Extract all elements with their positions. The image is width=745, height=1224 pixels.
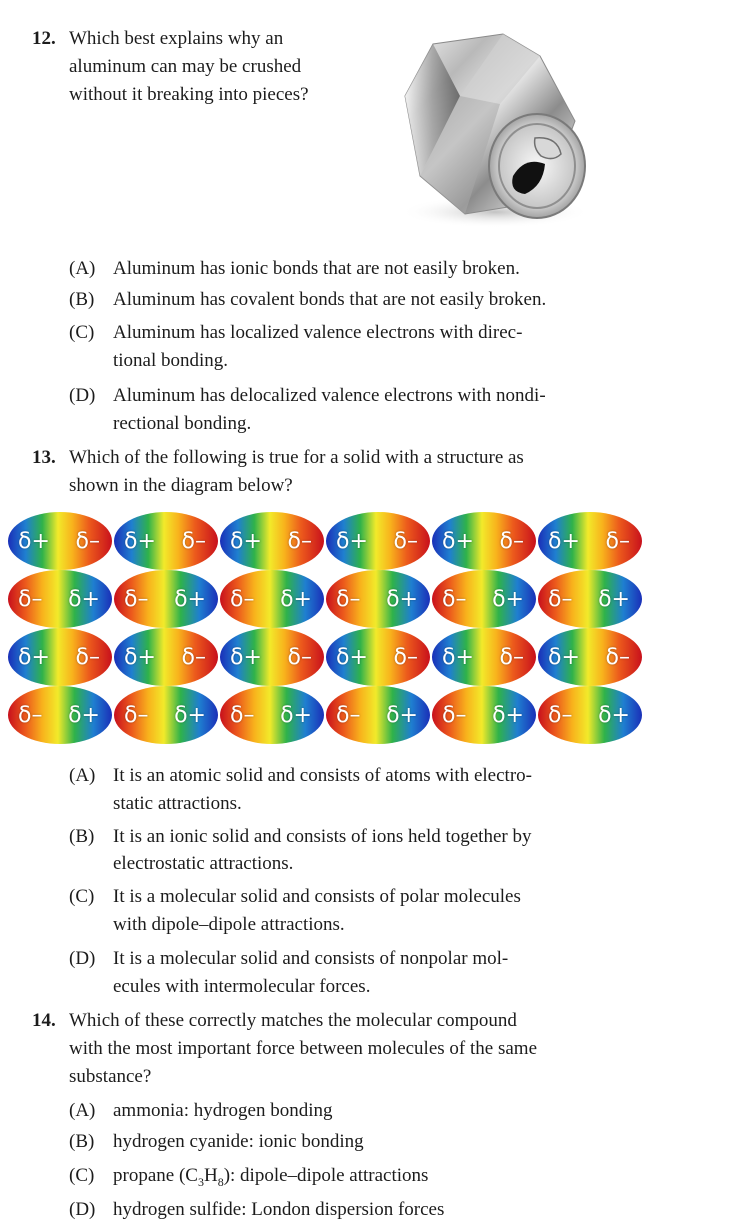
question-number: 13.: [32, 447, 56, 468]
choice-text: Aluminum has ionic bonds that are not easily broken.: [113, 258, 520, 279]
partial-charge-label: δ+: [336, 644, 368, 670]
question-stem-line: Which of these correctly matches the molecular compound: [69, 1010, 517, 1031]
partial-charge-label: δ+: [68, 702, 100, 728]
partial-charge-label: δ+: [598, 586, 630, 612]
partial-charge-label: δ–: [181, 528, 206, 554]
choice-label: (D): [69, 1199, 96, 1220]
partial-charge-label: δ+: [280, 702, 312, 728]
choice-text: tional bonding.: [113, 350, 229, 371]
partial-charge-label: δ+: [492, 702, 524, 728]
dipole-molecule: [432, 686, 536, 744]
partial-charge-label: δ–: [230, 702, 255, 728]
partial-charge-label: δ+: [336, 528, 368, 554]
choice-text: It is an ionic solid and consists of ions held together by: [113, 826, 532, 847]
partial-charge-label: δ+: [280, 586, 312, 612]
partial-charge-label: δ+: [174, 586, 206, 612]
dipole-molecule: [538, 686, 642, 744]
partial-charge-label: δ+: [230, 528, 262, 554]
choice-text: Aluminum has localized valence electrons with direc-: [113, 322, 523, 343]
choice-text: Aluminum has covalent bonds that are not easily broken.: [113, 289, 547, 310]
dipole-molecule: [8, 686, 112, 744]
dipole-molecule: [538, 512, 642, 570]
partial-charge-label: δ+: [68, 586, 100, 612]
partial-charge-label: δ–: [393, 528, 418, 554]
partial-charge-label: δ–: [548, 586, 573, 612]
choice-text: Aluminum has delocalized valence electrons with nondi-: [113, 385, 546, 406]
dipole-molecule: [114, 686, 218, 744]
dipole-molecule: [538, 628, 642, 686]
dipole-molecule: [326, 628, 430, 686]
question-stem-line: aluminum can may be crushed: [69, 56, 302, 77]
partial-charge-label: δ–: [124, 702, 149, 728]
subscript: 3: [197, 1174, 204, 1189]
partial-charge-label: δ+: [230, 644, 262, 670]
dipole-molecule: [114, 512, 218, 570]
question-stem-line: Which of the following is true for a solid with a structure as: [69, 447, 524, 468]
choice-text-part: ): dipole–dipole attractions: [223, 1165, 429, 1186]
choice-label: (B): [69, 289, 95, 310]
choice-label: (C): [69, 886, 95, 907]
partial-charge-label: δ+: [386, 586, 418, 612]
partial-charge-label: δ+: [18, 528, 50, 554]
partial-charge-label: δ–: [287, 644, 312, 670]
choice-text: hydrogen sulfide: London dispersion forces: [113, 1199, 445, 1220]
dipole-molecule: [8, 512, 112, 570]
dipole-molecule: [8, 628, 112, 686]
partial-charge-label: δ–: [336, 702, 361, 728]
dipole-molecule: [432, 628, 536, 686]
partial-charge-label: δ+: [124, 528, 156, 554]
partial-charge-label: δ+: [598, 702, 630, 728]
partial-charge-label: δ–: [75, 528, 100, 554]
choice-label: (A): [69, 258, 96, 279]
partial-charge-label: δ–: [18, 586, 43, 612]
dipole-molecule: [326, 686, 430, 744]
choice-label: (D): [69, 385, 96, 406]
partial-charge-label: δ–: [287, 528, 312, 554]
choice-text: static attractions.: [113, 793, 242, 814]
choice-label: (A): [69, 765, 96, 786]
partial-charge-label: δ–: [605, 528, 630, 554]
choice-text: [113, 1165, 428, 1190]
question-stem-line: shown in the diagram below?: [69, 475, 293, 496]
partial-charge-label: δ–: [75, 644, 100, 670]
partial-charge-label: δ–: [605, 644, 630, 670]
subscript: 8: [217, 1174, 224, 1189]
question-stem-line: Which best explains why an: [69, 28, 284, 49]
choice-text: rectional bonding.: [113, 413, 252, 434]
choice-text: It is a molecular solid and consists of polar molecules: [113, 886, 521, 907]
choice-label: (C): [69, 322, 95, 343]
dipole-molecule: [220, 628, 324, 686]
choice-label: (B): [69, 1131, 95, 1152]
dipole-molecule: [8, 570, 112, 628]
partial-charge-label: δ–: [442, 702, 467, 728]
question-stem-line: without it breaking into pieces?: [69, 84, 309, 105]
partial-charge-label: δ+: [548, 644, 580, 670]
question-stem-line: with the most important force between molecules of the same: [69, 1038, 537, 1059]
choice-text: It is a molecular solid and consists of nonpolar mol-: [113, 948, 509, 969]
partial-charge-label: δ–: [442, 586, 467, 612]
choice-label: (C): [69, 1165, 95, 1186]
choice-text-part: H: [203, 1165, 218, 1186]
dipole-diagram: [8, 512, 642, 744]
choice-text: hydrogen cyanide: ionic bonding: [113, 1131, 364, 1152]
question-number: 12.: [32, 28, 56, 49]
dipole-molecule: [220, 686, 324, 744]
partial-charge-label: δ+: [18, 644, 50, 670]
dipole-molecule: [114, 628, 218, 686]
crushed-aluminum-can-image: [385, 26, 600, 231]
dipole-molecule: [538, 570, 642, 628]
choice-text: It is an atomic solid and consists of atoms with electro-: [113, 765, 532, 786]
question-stem-line: substance?: [69, 1066, 152, 1087]
partial-charge-label: δ+: [442, 644, 474, 670]
partial-charge-label: δ–: [499, 528, 524, 554]
partial-charge-label: δ–: [230, 586, 255, 612]
partial-charge-label: δ+: [548, 528, 580, 554]
choice-label: (D): [69, 948, 96, 969]
partial-charge-label: δ+: [174, 702, 206, 728]
dipole-molecule: [220, 512, 324, 570]
dipole-molecule: [432, 512, 536, 570]
choice-label: (A): [69, 1100, 96, 1121]
question-number: 14.: [32, 1010, 56, 1031]
partial-charge-label: δ+: [386, 702, 418, 728]
partial-charge-label: δ–: [499, 644, 524, 670]
partial-charge-label: δ–: [393, 644, 418, 670]
partial-charge-label: δ–: [336, 586, 361, 612]
dipole-molecule: [432, 570, 536, 628]
choice-text: electrostatic attractions.: [113, 853, 294, 874]
partial-charge-label: δ–: [124, 586, 149, 612]
partial-charge-label: δ–: [548, 702, 573, 728]
dipole-molecule: [326, 570, 430, 628]
partial-charge-label: δ+: [442, 528, 474, 554]
partial-charge-label: δ–: [18, 702, 43, 728]
partial-charge-label: δ–: [181, 644, 206, 670]
choice-text-part: propane (C: [113, 1165, 198, 1186]
choice-text: ecules with intermolecular forces.: [113, 976, 371, 997]
dipole-molecule: [220, 570, 324, 628]
partial-charge-label: δ+: [492, 586, 524, 612]
choice-label: (B): [69, 826, 95, 847]
choice-text: with dipole–dipole attractions.: [113, 914, 345, 935]
choice-text: ammonia: hydrogen bonding: [113, 1100, 333, 1121]
dipole-molecule: [114, 570, 218, 628]
partial-charge-label: δ+: [124, 644, 156, 670]
dipole-molecule: [326, 512, 430, 570]
